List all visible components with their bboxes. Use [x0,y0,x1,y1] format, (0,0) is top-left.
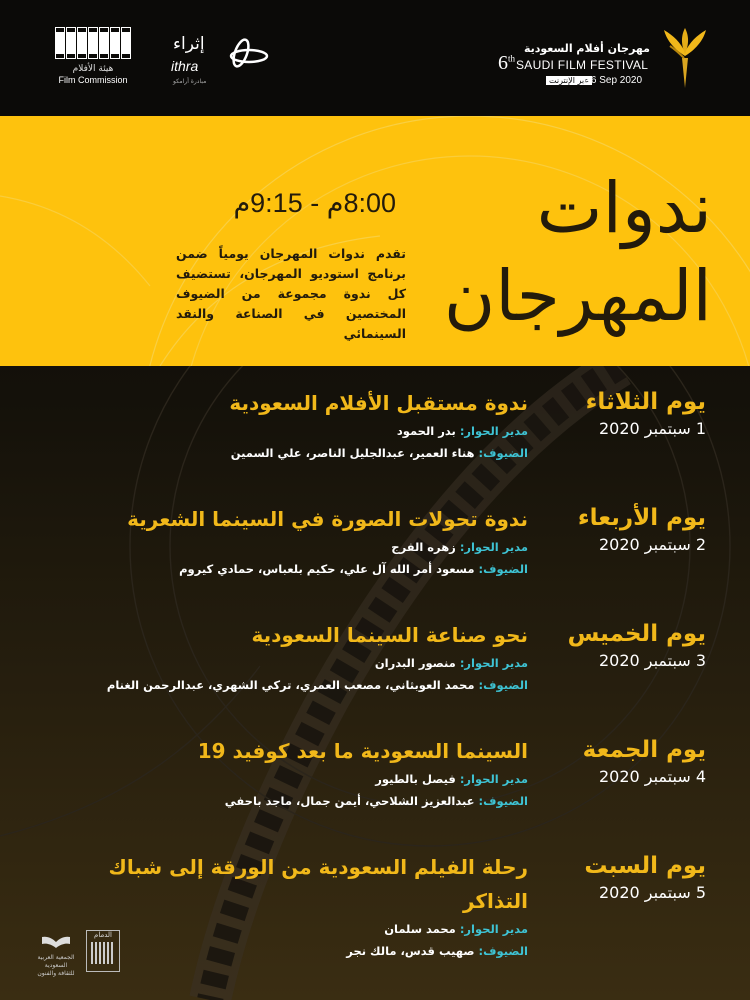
day-date: 2 سبتمبر 2020 [598,535,706,554]
festival-ar: مهرجان أفلام السعودية [523,42,650,55]
header-bar [0,0,750,116]
event-block [58,386,528,464]
guests-line [58,558,528,580]
event-title: ندوة تحولات الصورة في السينما الشعرية [127,507,528,531]
festival-en: SAUDI FILM FESTIVAL [516,58,649,72]
day-name: يوم الأربعاء [577,505,706,531]
moderator-label: مدير الحوار: [459,424,528,438]
day-date: 4 سبتمبر 2020 [598,767,706,786]
event-title: السينما السعودية ما بعد كوفيد 19 [197,739,528,763]
moderator-name: منصور البدران [374,656,456,670]
moderator-label: مدير الحوار: [459,540,528,554]
guests-line [58,674,528,696]
festival-online-tag: عبر الإنترنت [546,76,592,85]
event-block [58,850,528,962]
moderator-line [58,420,528,442]
day-name: يوم الثلاثاء [585,389,706,415]
event-title: نحو صناعة السينما السعودية [251,623,528,647]
festival-logo [490,28,710,98]
event-block [58,618,528,696]
film-commission-ar: هيئة الأفلام [72,64,114,74]
festival-number: 6th [498,52,516,74]
day-date: 5 سبتمبر 2020 [598,883,706,902]
ithra-en: ithra [171,58,199,74]
guests-label: الضيوف: [478,944,528,958]
ithra-mark-icon [227,36,271,76]
ithra-logo [165,34,275,94]
guests-label: الضيوف: [478,678,528,692]
day-name: يوم الخميس [567,621,706,647]
moderator-line [58,652,528,674]
dammam-text: الدمام [94,931,112,939]
moderator-name: بدر الحمود [396,424,456,438]
moderator-line [58,918,528,940]
guests-line [58,940,528,962]
guests-label: الضيوف: [478,794,528,808]
moderator-name: فيصل بالطيور [375,772,456,786]
palm-trophy-icon [660,28,710,90]
festival-dates: 1-6 Sep 2020 [582,75,643,86]
guests-label: الضيوف: [478,562,528,576]
day-block [556,618,706,672]
guests-names: محمد العوبثاني، مصعب العمري، تركي الشهري، عبدالرحمن الغنام [106,678,475,692]
session-time: 8:00م - 9:15م [233,188,396,218]
guests-label: الضيوف: [478,446,528,460]
page-title: ندوات المهرجان [443,167,712,337]
day-name: يوم السبت [584,853,706,879]
moderator-line [58,536,528,558]
ithra-sub: مبادرة أرامكو [173,78,207,85]
guests-line [58,442,528,464]
moderator-label: مدير الحوار: [459,922,528,936]
moderator-name: محمد سلمان [384,922,456,936]
intro-text: تقدم ندوات المهرجان يومياً ضمن برنامج استوديو المهرجان، تستضيف كل ندوة مجموعة من الضيوف المختصين في الصناعة والنقد السينمائي [176,246,406,341]
film-commission-logo [48,28,138,94]
moderator-label: مدير الحوار: [459,656,528,670]
arts-society-text: الجمعية العربية السعودية للثقافة والفنون [37,954,75,977]
moderator-line [58,768,528,790]
ithra-ar: إثراء [173,34,205,54]
book-wings-icon [41,934,71,950]
guests-names: مسعود أمر الله آل علي، حكيم بلعباس، حمادي كيروم [179,562,475,576]
event-title: ندوة مستقبل الأفلام السعودية [229,391,528,415]
arts-society-logo [36,934,76,978]
moderator-label: مدير الحوار: [459,772,528,786]
event-block [58,502,528,580]
event-title: رحلة الفيلم السعودية من الورقة إلى شباك التذاكر [108,855,528,913]
guests-names: صهيب قدس، مالك نجر [346,944,475,958]
guests-names: عبدالعزيز الشلاحي، أيمن جمال، ماجد باحفي [224,794,475,808]
day-date: 1 سبتمبر 2020 [598,419,706,438]
day-date: 3 سبتمبر 2020 [598,651,706,670]
day-block [556,386,706,440]
dammam-logo [86,930,120,972]
dammam-pattern-icon [91,942,115,964]
day-block [556,734,706,788]
guests-names: هناء العمير، عبدالجليل الناصر، علي السمين [230,446,475,460]
moderator-name: زهره الفرج [391,540,456,554]
event-block [58,734,528,812]
film-commission-en: Film Commission [58,75,128,85]
day-block [556,502,706,556]
day-block [556,850,706,904]
film-strip-icon [56,28,130,58]
title-band [0,116,750,366]
day-name: يوم الجمعة [582,737,706,763]
guests-line [58,790,528,812]
